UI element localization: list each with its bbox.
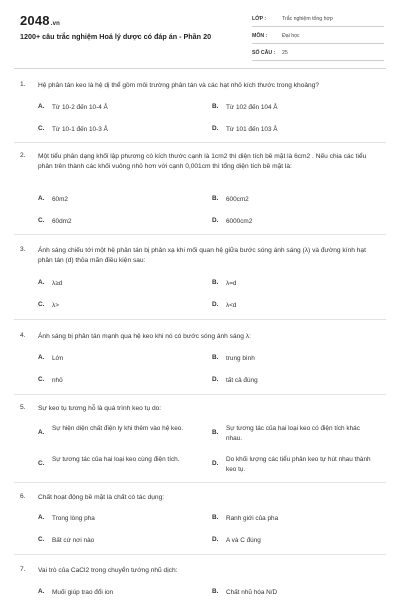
meta-label: LỚP : [252, 16, 267, 22]
option-letter: C. [38, 376, 45, 383]
meta-value: Đại học [282, 33, 300, 39]
option-text: Sự hiện diện chất điện ly khi thêm vào hệ keo. [52, 425, 184, 432]
question-number: 2. [20, 152, 26, 159]
question-text: Hệ phân tán keo là hệ dị thể gồm môi trường phân tán và các hạt nhỏ kích thước trong khoảng? [38, 82, 320, 89]
option-letter: A. [38, 514, 45, 521]
meta-value: 25 [282, 50, 288, 56]
option-letter: B. [212, 429, 219, 436]
question-divider [14, 394, 386, 395]
option-text: λ≥d [52, 280, 63, 287]
question-number: 6. [20, 493, 26, 500]
option-letter: B. [212, 103, 219, 110]
meta-row-class [252, 12, 384, 27]
option-letter: B. [212, 514, 219, 521]
meta-value: Trắc nghiệm tổng hợp [282, 16, 333, 22]
option-letter: A. [38, 588, 45, 595]
option-letter: D. [212, 125, 219, 132]
option-letter: C. [38, 460, 45, 467]
option-text: λ> [52, 302, 59, 309]
header-divider [14, 68, 386, 69]
option-letter: D. [212, 301, 219, 308]
option-text: Từ 102 đến 104 Å [226, 104, 278, 111]
document-header [0, 0, 400, 66]
option-letter: B. [212, 279, 219, 286]
option-text: λ<d [226, 302, 237, 309]
option-text: Chất nhũ hóa N/D [226, 589, 278, 596]
option-letter: D. [212, 536, 219, 543]
question-text: Sự keo tụ tương hỗ là quá trình keo tụ do: [38, 405, 162, 412]
option-text: Từ 101 đến 103 Å [226, 126, 278, 133]
question-number: 5. [20, 404, 26, 411]
option-text: 6000cm2 [226, 218, 253, 225]
option-letter: C. [38, 217, 45, 224]
option-text: Ranh giới của pha [226, 515, 279, 522]
question-text: Một tiểu phân dạng khối lập phương có kích thước cạnh là 1cm2 thì diện tích bề mặt là 6cm2 . Nếu chia các tiểu phân trên thành các khối vuông nhỏ hơn với cạnh 0,001cm thì tổng diện tích bề mặt là: [38, 153, 367, 170]
option-letter: A. [38, 195, 45, 202]
option-text: trung bình [226, 355, 255, 362]
option-text: 600cm2 [226, 196, 249, 203]
question-divider [14, 319, 386, 320]
option-letter: A. [38, 103, 45, 110]
question-divider [14, 554, 386, 555]
question-text: Chất hoạt động bề mặt là chất có tác dụng: [38, 494, 165, 501]
option-letter: D. [212, 460, 219, 467]
option-letter: C. [38, 301, 45, 308]
option-letter: D. [212, 217, 219, 224]
option-text: nhỏ [52, 377, 63, 384]
option-text: Sự tương tác của hai loại keo có điện tích khác nhau. [226, 425, 360, 442]
option-text: 60dm2 [52, 218, 72, 225]
question-divider [14, 142, 386, 143]
site-logo[interactable] [20, 13, 60, 28]
option-letter: A. [38, 279, 45, 286]
meta-row-count [252, 46, 384, 61]
logo-text: 2048 [20, 13, 50, 28]
meta-label: SỐ CÂU : [252, 50, 276, 56]
option-text: Muối giúp trao đổi ion [52, 589, 114, 596]
option-text: Sự tương tác của hai loại keo cùng điện tích. [52, 456, 180, 463]
question-number: 3. [20, 246, 26, 253]
logo-suffix: .vn [50, 21, 61, 27]
option-letter: B. [212, 588, 219, 595]
question-text: Vai trò của CaCl2 trong chuyển tướng nhũ dịch: [38, 567, 178, 574]
option-text: Từ 10-1 đến 10-3 Å [52, 126, 108, 133]
question-text: Ánh sáng chiếu tới một hệ phân tán bị phản xạ khi mối quan hệ giữa bước sóng ánh sáng (λ) và đường kính hạt phân tán (d) thỏa mãn điều kiện sau: [38, 247, 366, 264]
option-text: Từ 10-2 đến 10-4 Å [52, 104, 108, 111]
meta-info-box [252, 12, 384, 63]
option-text: Bất cứ nơi nào [52, 537, 95, 544]
option-letter: D. [212, 376, 219, 383]
option-letter: C. [38, 125, 45, 132]
option-letter: B. [212, 195, 219, 202]
option-letter: A. [38, 429, 45, 436]
question-number: 4. [20, 332, 26, 339]
meta-label: MÔN : [252, 33, 268, 39]
question-number: 1. [20, 81, 26, 88]
option-letter: A. [38, 354, 45, 361]
option-text: tất cả đúng [226, 377, 258, 384]
option-text: Lớn [52, 355, 64, 362]
question-divider [14, 234, 386, 235]
document-title: 1200+ câu trắc nghiệm Hoá lý dược có đáp án - Phần 20 [20, 32, 212, 41]
option-text: A và C đúng [226, 537, 261, 544]
option-letter: C. [38, 536, 45, 543]
meta-row-subject [252, 29, 384, 44]
option-text: Do khối lượng các tiểu phân keo tự hút nhau thành keo tụ. [226, 456, 371, 473]
question-divider [14, 482, 386, 483]
option-text: λ=d [226, 280, 237, 287]
question-number: 7. [20, 566, 26, 573]
option-text: 60m2 [52, 196, 68, 203]
option-text: Trong lòng pha [52, 515, 95, 522]
question-text: Ánh sáng bị phân tán mạnh qua hệ keo khi nó có bước sóng ánh sáng λ: [38, 333, 251, 340]
option-letter: B. [212, 354, 219, 361]
